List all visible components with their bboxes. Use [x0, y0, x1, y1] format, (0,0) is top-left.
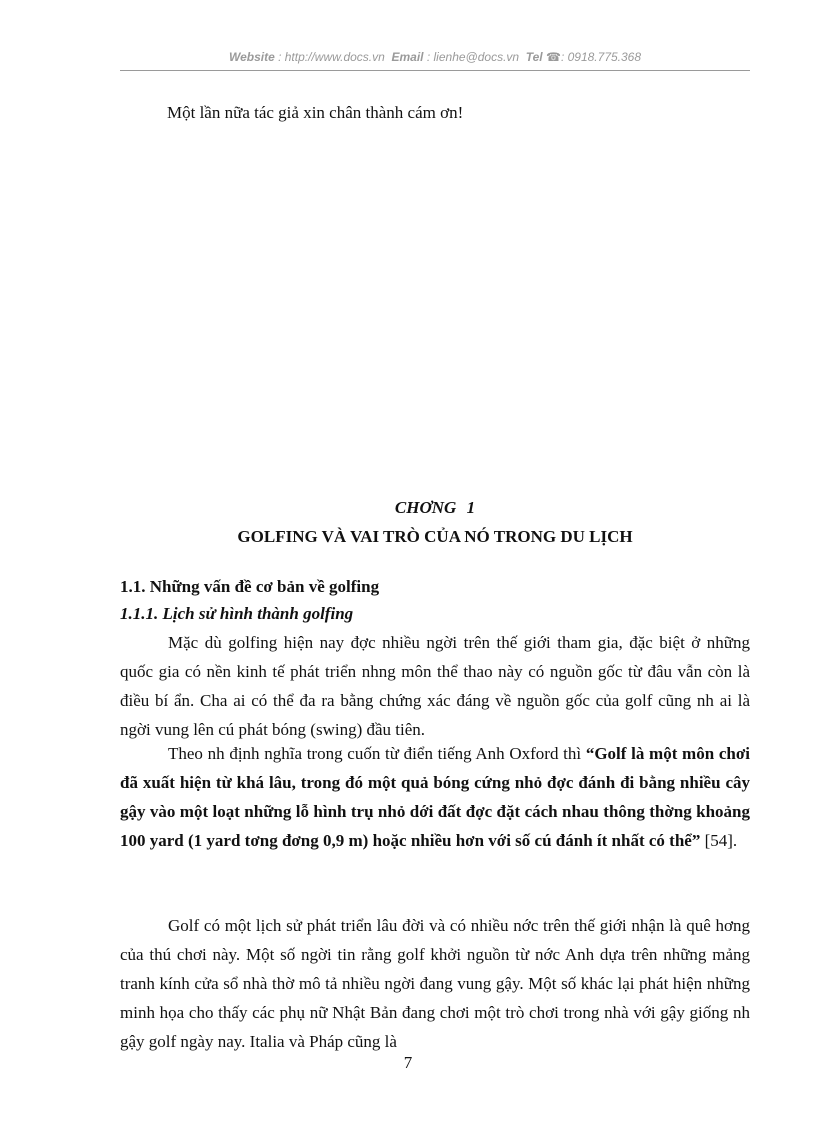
paragraph-3: Golf có một lịch sử phát triển lâu đời và có nhiều nớc trên thế giới nhận là quê hơng của thú chơi này. Một số ngời tin rằng golf khởi nguồn từ nớc Anh dựa trên những mảng tranh kính cửa sổ nhà thờ mô tả nhiều ngời đang vung gậy. Một số khác lại phát hiện những minh họa cho thấy các phụ nữ Nhật Bản đang chơi một trò chơi trong nhà với gậy giống nh gậy golf ngày nay. Italia và Pháp cũng là [120, 916, 750, 1051]
website-value: : http://www.docs.vn [278, 50, 385, 64]
email-value: : lienhe@docs.vn [426, 50, 520, 64]
citation: [54]. [700, 831, 738, 850]
page-number: 7 [403, 1053, 413, 1072]
header-divider [120, 70, 750, 71]
section-heading: 1.1. Những vấn đề cơ bản về golfing [120, 577, 380, 596]
thanks-line: Một lần nữa tác giả xin chân thành cám ơn! [167, 103, 464, 122]
page-header [120, 50, 750, 64]
subsection-heading: 1.1.1. Lịch sử hình thành golfing [120, 604, 354, 623]
chapter-number: CHƠNG 1 [394, 498, 476, 517]
tel-label: Tel [525, 50, 543, 64]
paragraph-1: Mặc dù golfing hiện nay đợc nhiều ngời trên thế giới tham gia, đặc biệt ở những quốc gia có nền kinh tế phát triển nhng môn thể thao này có nguồn gốc từ đâu vẫn còn là điều bí ẩn. Cha ai có thể đa ra bằng chứng xác đáng về nguồn gốc của golf cũng nh ai là ngời vung lên cú phát bóng (swing) đầu tiên. [120, 633, 750, 739]
chapter-title: GOLFING VÀ VAI TRÒ CỦA NÓ TRONG DU LỊCH [237, 527, 633, 546]
oxford-definition-quote: “Golf là một môn chơi đã xuất hiện từ khá lâu, trong đó một quả bóng cứng nhỏ đợc đánh đi bằng nhiều cây gậy vào một loạt những lỗ hình trụ nhỏ dới đất đợc đặt cách nhau thông thờng khoảng 100 yard (1 yard tơng đơng 0,9 m) hoặc nhiều hơn với số cú đánh ít nhất có thể” [120, 744, 751, 850]
tel-value: ☎: 0918.775.368 [546, 50, 642, 64]
paragraph-2 [120, 739, 750, 855]
email-label: Email [391, 50, 424, 64]
website-label: Website [228, 50, 275, 64]
paragraph-2-intro: Theo nh định nghĩa trong cuốn từ điển tiếng Anh Oxford thì [168, 744, 586, 763]
